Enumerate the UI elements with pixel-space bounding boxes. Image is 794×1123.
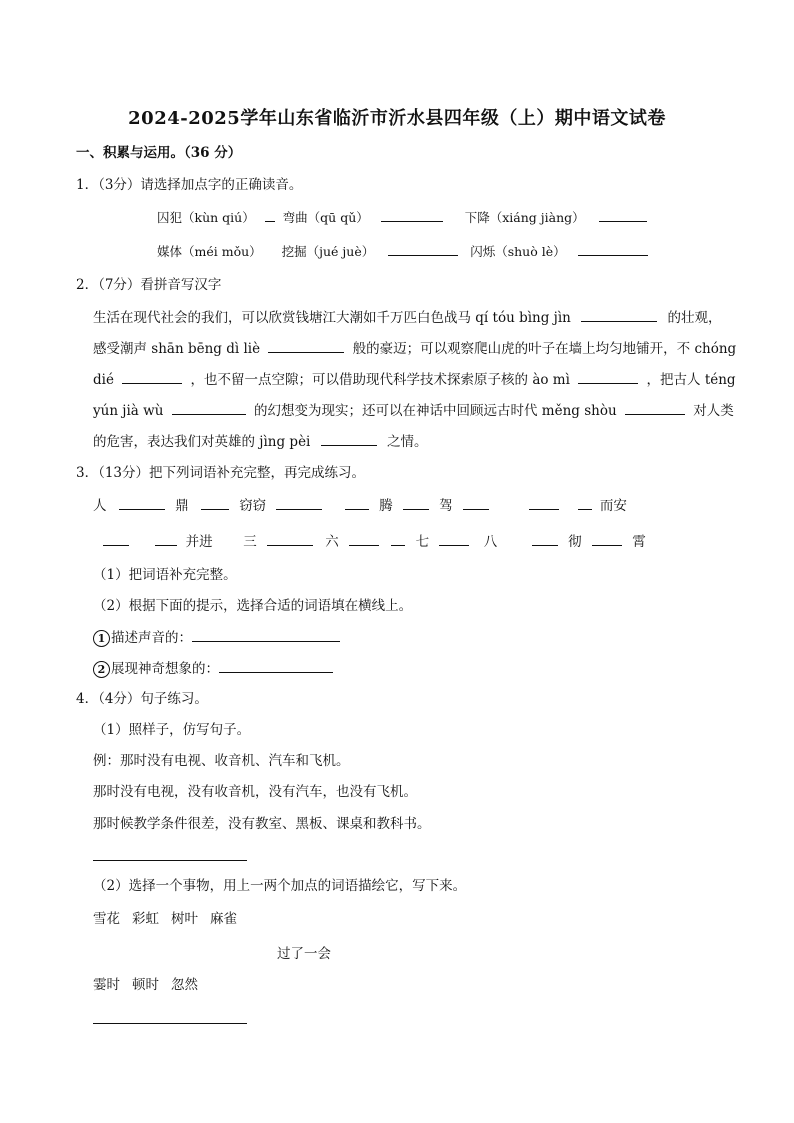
q3-blank[interactable]: [391, 531, 405, 546]
q2-blank-4[interactable]: [578, 369, 638, 384]
q3-blank[interactable]: [349, 531, 379, 546]
q1-item-3: 下降（xiáng jiàng）: [464, 210, 585, 225]
q2-text: 生活在现代社会的我们，可以欣赏钱塘江大潮如千万匹白色战马 qí tóu bìng jìn: [93, 310, 571, 326]
q3-blank[interactable]: [276, 495, 322, 510]
q2-text: ，也不留一点空隙；可以借助现代科学技术探索原子核的 ào mì: [190, 372, 570, 388]
q3-choice-2-blank[interactable]: [219, 658, 333, 673]
q1-blank-2[interactable]: [381, 207, 443, 222]
q4-sub-2: （2）选择一个事物，用上一两个加点的词语描绘它，写下来。: [93, 878, 467, 894]
q4-sub-1: （1）照样子，仿写句子。: [93, 722, 251, 738]
q2-text: 之情。: [386, 434, 428, 450]
question-4-stem: 4．（4分）句子练习。: [76, 691, 208, 707]
q2-line-3: [93, 369, 736, 390]
q2-blank-1[interactable]: [581, 307, 657, 322]
q2-text: 的壮观，: [667, 310, 722, 326]
word-option: 雪花: [93, 911, 120, 927]
q4-example: 例：那时没有电视、收音机、汽车和飞机。: [93, 753, 350, 769]
q2-text: yún jià wù: [93, 403, 164, 419]
idiom-char: 驾: [439, 498, 453, 514]
q1-blank-6[interactable]: [578, 241, 648, 256]
q2-blank-2[interactable]: [268, 338, 344, 353]
page-title: 2024-2025学年山东省临沂市沂水县四年级（上）期中语文试卷: [128, 108, 666, 129]
q1-row1: [157, 207, 647, 228]
question-3-stem: 3．（13分）把下列词语补充完整，再完成练习。: [76, 465, 366, 481]
question-1-stem: 1．（3分）请选择加点字的正确读音。: [76, 177, 303, 193]
q4-prompt-sentence: 那时候教学条件很差，没有教室、黑板、课桌和教科书。: [93, 816, 431, 832]
q3-blank[interactable]: [267, 531, 313, 546]
q3-blank[interactable]: [578, 495, 592, 510]
q3-blank[interactable]: [529, 495, 559, 510]
idiom-char: 七: [415, 534, 430, 550]
q3-blank[interactable]: [155, 531, 177, 546]
idiom-char: 三: [243, 534, 257, 550]
q3-blank[interactable]: [103, 531, 129, 546]
q1-item-1: 囚犯（kùn qiú）: [157, 210, 255, 225]
word-option: 顿时: [132, 977, 159, 993]
word-option: 树叶: [171, 911, 198, 927]
q3-choice-1: [93, 627, 340, 648]
q4-answer-line-1[interactable]: [93, 860, 247, 861]
q3-blank[interactable]: [592, 531, 622, 546]
q3-blank[interactable]: [119, 495, 165, 510]
q3-blank[interactable]: [201, 495, 229, 510]
idiom-char: 人: [93, 498, 107, 514]
q1-item-5: 挖掘（jué juè）: [281, 244, 375, 259]
idiom-char: 霄: [632, 534, 646, 550]
idiom-char: 六: [325, 534, 339, 550]
q3-blank[interactable]: [439, 531, 469, 546]
q2-text: ，把古人 téng: [646, 372, 736, 388]
q4-word-middle: 过了一会: [277, 946, 331, 962]
q2-text: 对人类: [693, 403, 734, 419]
q2-line-5: [93, 431, 427, 452]
q3-idiom-row-2: [103, 531, 646, 552]
idiom-char: 并进: [185, 534, 213, 550]
q2-line-4: [93, 400, 734, 421]
q3-blank[interactable]: [532, 531, 558, 546]
q3-choice-label: 描述声音的：: [111, 630, 192, 646]
q2-blank-7[interactable]: [321, 431, 377, 446]
section-heading: 一、积累与运用。（36 分）: [76, 145, 242, 161]
q2-blank-6[interactable]: [625, 400, 685, 415]
q3-sub-1: （1）把词语补充完整。: [93, 567, 237, 583]
circled-number-2: 2: [93, 661, 110, 678]
q1-item-2: 弯曲（qū qǔ）: [282, 210, 369, 225]
q3-blank[interactable]: [403, 495, 429, 510]
q1-blank-3[interactable]: [599, 207, 647, 222]
idiom-char: 八: [483, 534, 498, 550]
circled-number-1: 1: [93, 630, 110, 647]
q2-text: 的危害，表达我们对英雄的 jìng pèi: [93, 434, 311, 450]
q3-choice-label: 展现神奇想象的：: [111, 661, 219, 677]
q4-word-list-1: [93, 909, 237, 929]
idiom-char: 鼎: [175, 498, 189, 514]
q3-blank[interactable]: [463, 495, 489, 510]
q2-text: 的幻想变为现实；还可以在神话中回顾远古时代 měng shòu: [254, 403, 617, 419]
q1-row2: [157, 241, 648, 262]
q3-idiom-row-1: [93, 495, 627, 516]
q1-item-6: 闪烁（shuò lè）: [470, 244, 566, 259]
q4-answer-line-2[interactable]: [93, 1023, 247, 1024]
idiom-char: 而安: [599, 498, 627, 514]
question-2-stem: 2．（7分）看拼音写汉字: [76, 277, 222, 293]
q3-sub-2: （2）根据下面的提示，选择合适的词语填在横线上。: [93, 598, 413, 614]
q3-choice-2: [93, 658, 333, 679]
word-option: 彩虹: [132, 911, 159, 927]
q1-item-4: 媒体（méi mǒu）: [157, 244, 262, 259]
q4-example-answer: 那时没有电视，没有收音机，没有汽车，也没有飞机。: [93, 784, 417, 800]
word-option: 忽然: [171, 977, 198, 993]
idiom-char: 腾: [379, 498, 393, 514]
q2-line-1: [93, 307, 721, 328]
q1-blank-1[interactable]: [265, 207, 275, 222]
idiom-char: 窃窃: [239, 498, 267, 514]
word-option: 霎时: [93, 977, 120, 993]
q3-blank[interactable]: [345, 495, 369, 510]
q2-line-2: [93, 338, 736, 359]
idiom-char: 彻: [568, 534, 582, 550]
q2-text: 般的豪迈；可以观察爬山虎的叶子在墙上均匀地铺开，不 chóng: [352, 341, 737, 357]
q1-blank-5[interactable]: [388, 241, 458, 256]
q2-blank-5[interactable]: [172, 400, 246, 415]
q3-choice-1-blank[interactable]: [192, 627, 340, 642]
q4-word-list-2: [93, 975, 198, 995]
q2-text: dié: [93, 372, 114, 388]
q2-text: 感受潮声 shān bēng dì liè: [93, 341, 261, 357]
word-option: 麻雀: [210, 911, 237, 927]
q2-blank-3[interactable]: [122, 369, 182, 384]
